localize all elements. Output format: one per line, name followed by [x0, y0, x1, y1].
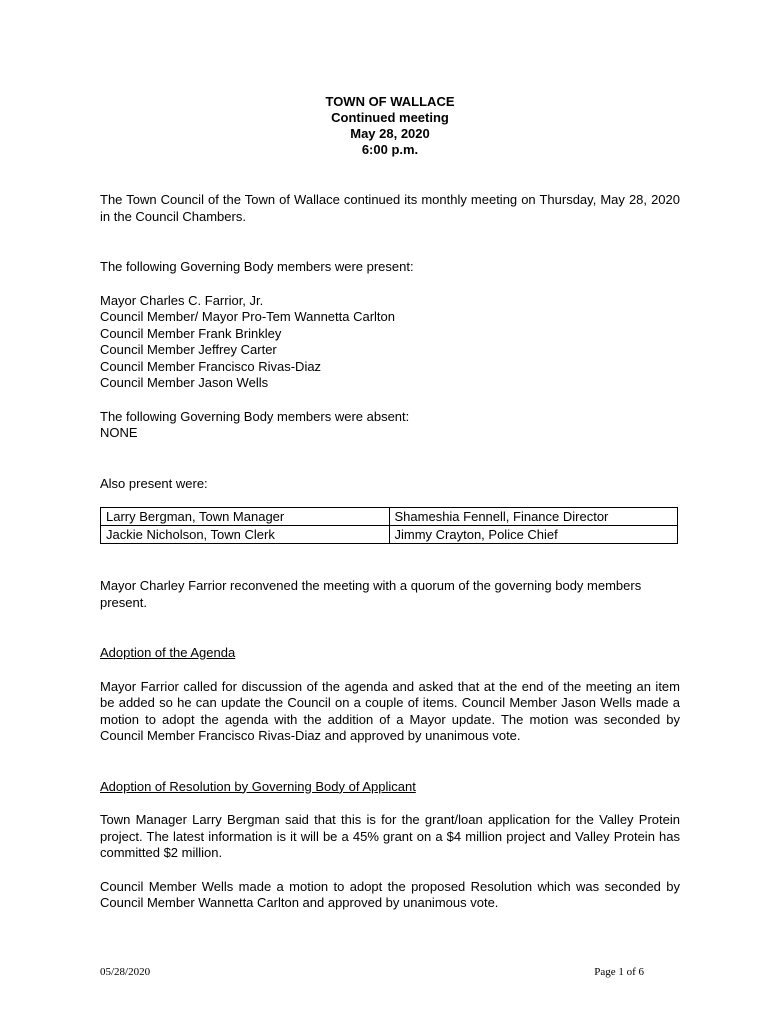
present-members-list — [100, 293, 680, 392]
list-item: Council Member/ Mayor Pro-Tem Wannetta Carlton — [100, 309, 396, 324]
table-cell: Shameshia Fennell, Finance Director — [389, 508, 678, 526]
resolution-paragraph-2: Council Member Wells made a motion to adopt the proposed Resolution which was seconded by Council Member Wannetta Carlton and approved by unanimous vote. — [100, 878, 680, 910]
list-item: Council Member Frank Brinkley — [100, 325, 282, 341]
table-row — [101, 526, 678, 544]
section-heading-resolution: Adoption of Resolution by Governing Body of Applicant — [100, 778, 416, 794]
header-town-name: TOWN OF WALLACE — [325, 94, 455, 109]
section-heading-agenda: Adoption of the Agenda — [100, 645, 236, 660]
list-item: Council Member Francisco Rivas-Diaz — [100, 358, 322, 374]
table-cell: Jimmy Crayton, Police Chief — [389, 526, 678, 544]
page-number: Page 1 of 6 — [594, 966, 644, 978]
absent-heading: The following Governing Body members were absent: — [100, 408, 410, 424]
document-header — [100, 94, 680, 158]
agenda-paragraph: Mayor Farrior called for discussion of the agenda and asked that at the end of the meeting an item be added so he can update the Council on a couple of items. Council Member Jason Wells made a motion to adopt the agenda with the addition of a Mayor update. The motion was seconded by Council Member Francisco Rivas-Diaz and approved by unanimous vote. — [100, 678, 680, 743]
reconvene-paragraph: Mayor Charley Farrior reconvened the meeting with a quorum of the governing body members present. — [100, 578, 642, 610]
header-meeting-type: Continued meeting — [331, 110, 449, 125]
list-item: Council Member Jason Wells — [100, 375, 269, 390]
header-date: May 28, 2020 — [350, 126, 430, 141]
absent-value: NONE — [100, 425, 138, 440]
list-item: Mayor Charles C. Farrior, Jr. — [100, 292, 264, 308]
table-cell: Larry Bergman, Town Manager — [101, 508, 390, 526]
table-cell: Jackie Nicholson, Town Clerk — [101, 526, 390, 544]
staff-table — [100, 507, 678, 544]
intro-paragraph: The Town Council of the Town of Wallace continued its monthly meeting on Thursday, May 28, 2020 in the Council Chambers. — [100, 192, 680, 224]
also-present-heading: Also present were: — [100, 475, 208, 491]
footer-date: 05/28/2020 — [100, 966, 151, 978]
document-page — [100, 94, 680, 912]
resolution-paragraph-1: Town Manager Larry Bergman said that this is for the grant/loan application for the Valley Protein project. The latest information is it will be a 45% grant on a $4 million project and Valley Protein has committed $2 million. — [100, 812, 680, 860]
table-row — [101, 508, 678, 526]
present-heading: The following Governing Body members were present: — [100, 259, 414, 274]
list-item: Council Member Jeffrey Carter — [100, 342, 277, 357]
header-time: 6:00 p.m. — [361, 142, 419, 157]
